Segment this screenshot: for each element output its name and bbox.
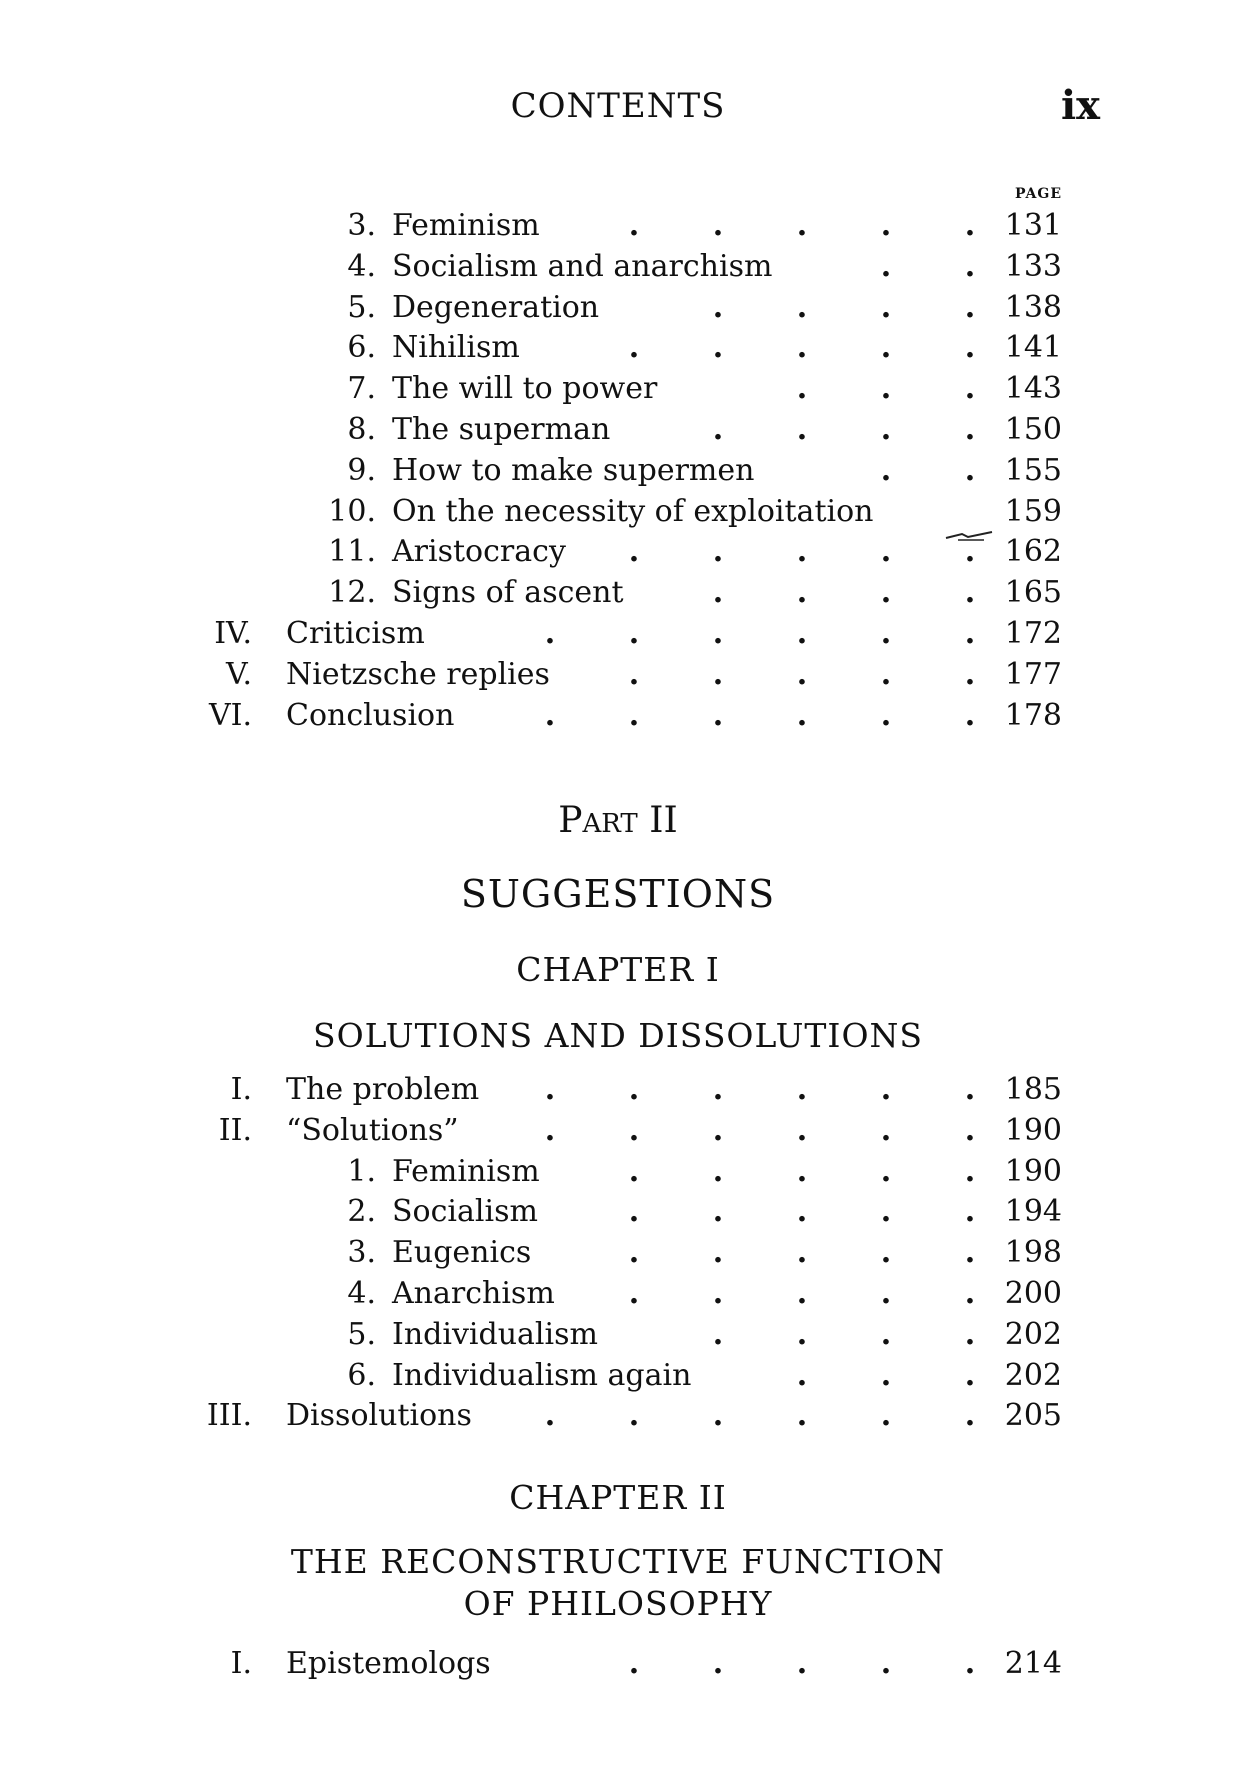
- leader-dot: .: [712, 289, 724, 325]
- leader-dot: .: [796, 1112, 808, 1148]
- leader-dot: .: [964, 248, 976, 284]
- leader-dot: .: [880, 371, 892, 407]
- toc-entry: [0, 330, 1259, 370]
- toc-entry-page: 150: [1004, 412, 1062, 447]
- toc-entry-number: 7.: [347, 371, 376, 407]
- toc-entry-page: 165: [1004, 575, 1062, 611]
- toc-entry: [0, 371, 1259, 411]
- leader-dot: .: [964, 1646, 976, 1681]
- leader-dot: .: [880, 248, 892, 284]
- toc-entry-number: 1.: [347, 1153, 376, 1189]
- leader-dot: .: [964, 1398, 976, 1434]
- toc-entry: [0, 1194, 1259, 1234]
- chapter2-title-line2: OF PHILOSOPHY: [463, 1584, 773, 1623]
- toc-entry-number: 4.: [347, 1276, 376, 1311]
- leader-dot: .: [880, 1276, 892, 1311]
- toc-entry-number: 5.: [347, 289, 376, 325]
- leader-dot: .: [544, 616, 556, 651]
- leader-dot: .: [880, 616, 892, 651]
- leader-dot: .: [964, 452, 976, 488]
- leader-dot: .: [712, 1112, 724, 1148]
- leader-dot: .: [964, 1357, 976, 1393]
- toc-entry-number: I.: [230, 1646, 252, 1681]
- toc-entry-page: 205: [1004, 1398, 1062, 1434]
- toc-entry-title: Anarchism: [392, 1276, 555, 1311]
- leader-dot: .: [880, 289, 892, 325]
- toc-entry-page: 200: [1004, 1276, 1062, 1311]
- part-title: SUGGESTIONS: [460, 872, 776, 916]
- leader-dot: .: [712, 1398, 724, 1434]
- leader-dot: .: [880, 1072, 892, 1107]
- leader-dot: .: [712, 1646, 724, 1681]
- toc-entry-page: 159: [1004, 493, 1062, 529]
- leader-dot: .: [628, 534, 640, 570]
- running-header-title: CONTENTS: [510, 86, 726, 126]
- toc-entry-number: I.: [230, 1072, 252, 1107]
- leader-dot: .: [628, 1072, 640, 1107]
- toc-entry-page: 141: [1004, 330, 1062, 366]
- leader-dot: .: [964, 1235, 976, 1271]
- leader-dot: .: [712, 1235, 724, 1271]
- toc-entry-number: 2.: [347, 1194, 376, 1230]
- leader-dot: .: [964, 1276, 976, 1311]
- leader-dot: .: [628, 656, 640, 692]
- leader-dot: .: [796, 330, 808, 366]
- part-label-rest: ART: [582, 809, 638, 839]
- toc-entry: [0, 208, 1259, 248]
- leader-dot: .: [880, 1112, 892, 1148]
- leader-dot: .: [712, 330, 724, 366]
- toc-entry-number: 4.: [347, 248, 376, 284]
- leader-dot: .: [628, 697, 640, 733]
- leader-dot: .: [880, 534, 892, 570]
- leader-dot: .: [964, 412, 976, 447]
- leader-dot: .: [880, 656, 892, 692]
- leader-dot: .: [880, 452, 892, 488]
- leader-dot: .: [880, 1153, 892, 1189]
- leader-dot: .: [544, 1072, 556, 1107]
- toc-entry-title: Dissolutions: [286, 1398, 472, 1434]
- toc-entry: [0, 1072, 1259, 1112]
- leader-dot: .: [712, 1153, 724, 1189]
- toc-entry: [0, 1358, 1259, 1398]
- chapter1-label: CHAPTER I: [516, 950, 720, 989]
- leader-dot: .: [628, 616, 640, 651]
- leader-dot: .: [880, 412, 892, 447]
- leader-dot: .: [712, 616, 724, 651]
- toc-entry: [0, 290, 1259, 330]
- toc-entry-title: Nietzsche replies: [286, 656, 550, 692]
- toc-entry-number: 6.: [347, 1357, 376, 1393]
- leader-dot: .: [628, 1398, 640, 1434]
- leader-dot: .: [544, 1112, 556, 1148]
- leader-dot: .: [712, 656, 724, 692]
- toc-entry-page: 178: [1004, 697, 1062, 733]
- part-numeral: II: [649, 800, 678, 841]
- leader-dot: .: [712, 412, 724, 447]
- toc-entry-title: Signs of ascent: [392, 575, 624, 611]
- leader-dot: .: [544, 1398, 556, 1434]
- leader-dot: .: [796, 1235, 808, 1271]
- toc-entry-number: 5.: [347, 1316, 376, 1352]
- toc-entry: [0, 575, 1259, 615]
- leader-dot: .: [628, 1235, 640, 1271]
- page-column-label: PAGE: [1015, 186, 1062, 202]
- leader-dot: .: [712, 697, 724, 733]
- leader-dot: .: [628, 1276, 640, 1311]
- toc-entry-page: 202: [1004, 1316, 1062, 1352]
- leader-dot: .: [880, 1357, 892, 1393]
- toc-entry-number: V.: [226, 656, 252, 692]
- toc-entry-number: 6.: [347, 330, 376, 366]
- toc-entry-number: 12.: [328, 575, 376, 611]
- toc-entry-title: Aristocracy: [392, 534, 566, 570]
- toc-entry-page: 172: [1004, 616, 1062, 651]
- toc-entry-page: 155: [1004, 452, 1062, 488]
- leader-dot: .: [712, 575, 724, 611]
- toc-entry-page: 190: [1004, 1153, 1062, 1189]
- toc-entry-page: 190: [1004, 1112, 1062, 1148]
- leader-dot: .: [796, 1398, 808, 1434]
- toc-entry-number: IV.: [214, 616, 252, 651]
- leader-dot: .: [796, 208, 808, 243]
- leader-dot: .: [628, 330, 640, 366]
- toc-entry-number: VI.: [208, 697, 252, 733]
- toc-entry: [0, 1646, 1259, 1686]
- chapter2-title-line1: THE RECONSTRUCTIVE FUNCTION: [290, 1542, 946, 1581]
- leader-dot: .: [796, 1316, 808, 1352]
- toc-entry-number: 3.: [347, 208, 376, 243]
- toc-entry: [0, 249, 1259, 289]
- leader-dot: .: [712, 1194, 724, 1230]
- toc-entry: [0, 453, 1259, 493]
- toc-entry: [0, 412, 1259, 452]
- leader-dot: .: [796, 1646, 808, 1681]
- leader-dot: .: [880, 1646, 892, 1681]
- leader-dot: .: [880, 1194, 892, 1230]
- leader-dot: .: [964, 1316, 976, 1352]
- toc-entry-page: 131: [1004, 208, 1062, 243]
- toc-entry-page: 202: [1004, 1357, 1062, 1393]
- toc-entry: [0, 1276, 1259, 1316]
- leader-dot: .: [964, 534, 976, 570]
- toc-entry-page: 194: [1004, 1194, 1062, 1230]
- leader-dot: .: [880, 1316, 892, 1352]
- leader-dot: .: [796, 1194, 808, 1230]
- toc-entry-title: Socialism: [392, 1194, 538, 1230]
- leader-dot: .: [964, 371, 976, 407]
- toc-entry-title: Criticism: [286, 616, 425, 651]
- toc-entry-number: 9.: [347, 452, 376, 488]
- leader-dot: .: [628, 1194, 640, 1230]
- toc-entry-title: Conclusion: [286, 697, 455, 733]
- toc-entry: [0, 698, 1259, 738]
- pen-mark-icon: [944, 528, 994, 542]
- leader-dot: .: [964, 1153, 976, 1189]
- leader-dot: .: [964, 1072, 976, 1107]
- toc-entry-page: 185: [1004, 1072, 1062, 1107]
- toc-entry-number: 8.: [347, 412, 376, 447]
- leader-dot: .: [796, 289, 808, 325]
- toc-entry-page: 133: [1004, 248, 1062, 284]
- part-heading: [0, 800, 1236, 841]
- toc-entry-page: 198: [1004, 1235, 1062, 1271]
- toc-entry-title: The problem: [286, 1072, 480, 1107]
- leader-dot: .: [880, 1235, 892, 1271]
- leader-dot: .: [796, 371, 808, 407]
- leader-dot: .: [880, 575, 892, 611]
- toc-entry-title: Degeneration: [392, 289, 600, 325]
- leader-dot: .: [796, 1357, 808, 1393]
- toc-entry: [0, 494, 1259, 534]
- leader-dot: .: [628, 1646, 640, 1681]
- toc-entry: [0, 1113, 1259, 1153]
- toc-entry-title: Nihilism: [392, 330, 520, 366]
- leader-dot: .: [964, 656, 976, 692]
- toc-entry: [0, 1398, 1259, 1438]
- toc-entry-title: How to make supermen: [392, 452, 755, 488]
- leader-dot: .: [964, 1194, 976, 1230]
- leader-dot: .: [880, 208, 892, 243]
- leader-dot: .: [880, 697, 892, 733]
- leader-dot: .: [796, 1276, 808, 1311]
- leader-dot: .: [796, 656, 808, 692]
- toc-entry-number: 3.: [347, 1235, 376, 1271]
- toc-entry-number: 11.: [328, 534, 376, 570]
- toc-entry-page: 138: [1004, 289, 1062, 325]
- leader-dot: .: [796, 697, 808, 733]
- toc-entry-number: III.: [206, 1398, 252, 1434]
- toc-entry: [0, 657, 1259, 697]
- toc-entry-title: “Solutions”: [286, 1112, 459, 1148]
- leader-dot: .: [796, 616, 808, 651]
- leader-dot: .: [964, 575, 976, 611]
- leader-dot: .: [796, 534, 808, 570]
- toc-entry-title: Feminism: [392, 1153, 540, 1189]
- leader-dot: .: [964, 289, 976, 325]
- leader-dot: .: [796, 1072, 808, 1107]
- toc-entry-number: 10.: [328, 493, 376, 529]
- leader-dot: .: [628, 1153, 640, 1189]
- toc-entry-page: 143: [1004, 371, 1062, 407]
- toc-entry-title: The superman: [392, 412, 611, 447]
- toc-entry-title: Eugenics: [392, 1235, 532, 1271]
- page-number: ix: [1060, 82, 1100, 129]
- leader-dot: .: [628, 1112, 640, 1148]
- leader-dot: .: [544, 697, 556, 733]
- toc-entry: [0, 616, 1259, 656]
- toc-entry-page: 214: [1004, 1646, 1062, 1681]
- toc-entry: [0, 1154, 1259, 1194]
- leader-dot: .: [712, 1316, 724, 1352]
- toc-entry-title: Individualism: [392, 1316, 598, 1352]
- leader-dot: .: [712, 1072, 724, 1107]
- leader-dot: .: [628, 208, 640, 243]
- toc-entry: [0, 1317, 1259, 1357]
- leader-dot: .: [880, 330, 892, 366]
- leader-dot: .: [964, 697, 976, 733]
- leader-dot: .: [964, 330, 976, 366]
- leader-dot: .: [964, 1112, 976, 1148]
- toc-entry-title: Feminism: [392, 208, 540, 243]
- leader-dot: .: [964, 208, 976, 243]
- toc-entry: [0, 1235, 1259, 1275]
- leader-dot: .: [712, 1276, 724, 1311]
- chapter1-title: SOLUTIONS AND DISSOLUTIONS: [313, 1016, 923, 1055]
- toc-entry-title: The will to power: [392, 371, 658, 407]
- toc-entry-title: Socialism and anarchism: [392, 248, 773, 284]
- leader-dot: .: [796, 1153, 808, 1189]
- toc-entry-number: II.: [218, 1112, 252, 1148]
- toc-entry-title: Epistemologs: [286, 1646, 491, 1681]
- toc-entry-title: On the necessity of exploitation: [392, 493, 874, 529]
- leader-dot: .: [796, 412, 808, 447]
- part-label-initial: P: [558, 800, 583, 841]
- toc-entry-page: 162: [1004, 534, 1062, 570]
- leader-dot: .: [880, 1398, 892, 1434]
- toc-entry: [0, 534, 1259, 574]
- leader-dot: .: [796, 575, 808, 611]
- toc-entry-page: 177: [1004, 656, 1062, 692]
- leader-dot: .: [712, 208, 724, 243]
- leader-dot: .: [964, 616, 976, 651]
- leader-dot: .: [712, 534, 724, 570]
- chapter2-label: CHAPTER II: [509, 1478, 727, 1517]
- toc-entry-title: Individualism again: [392, 1357, 692, 1393]
